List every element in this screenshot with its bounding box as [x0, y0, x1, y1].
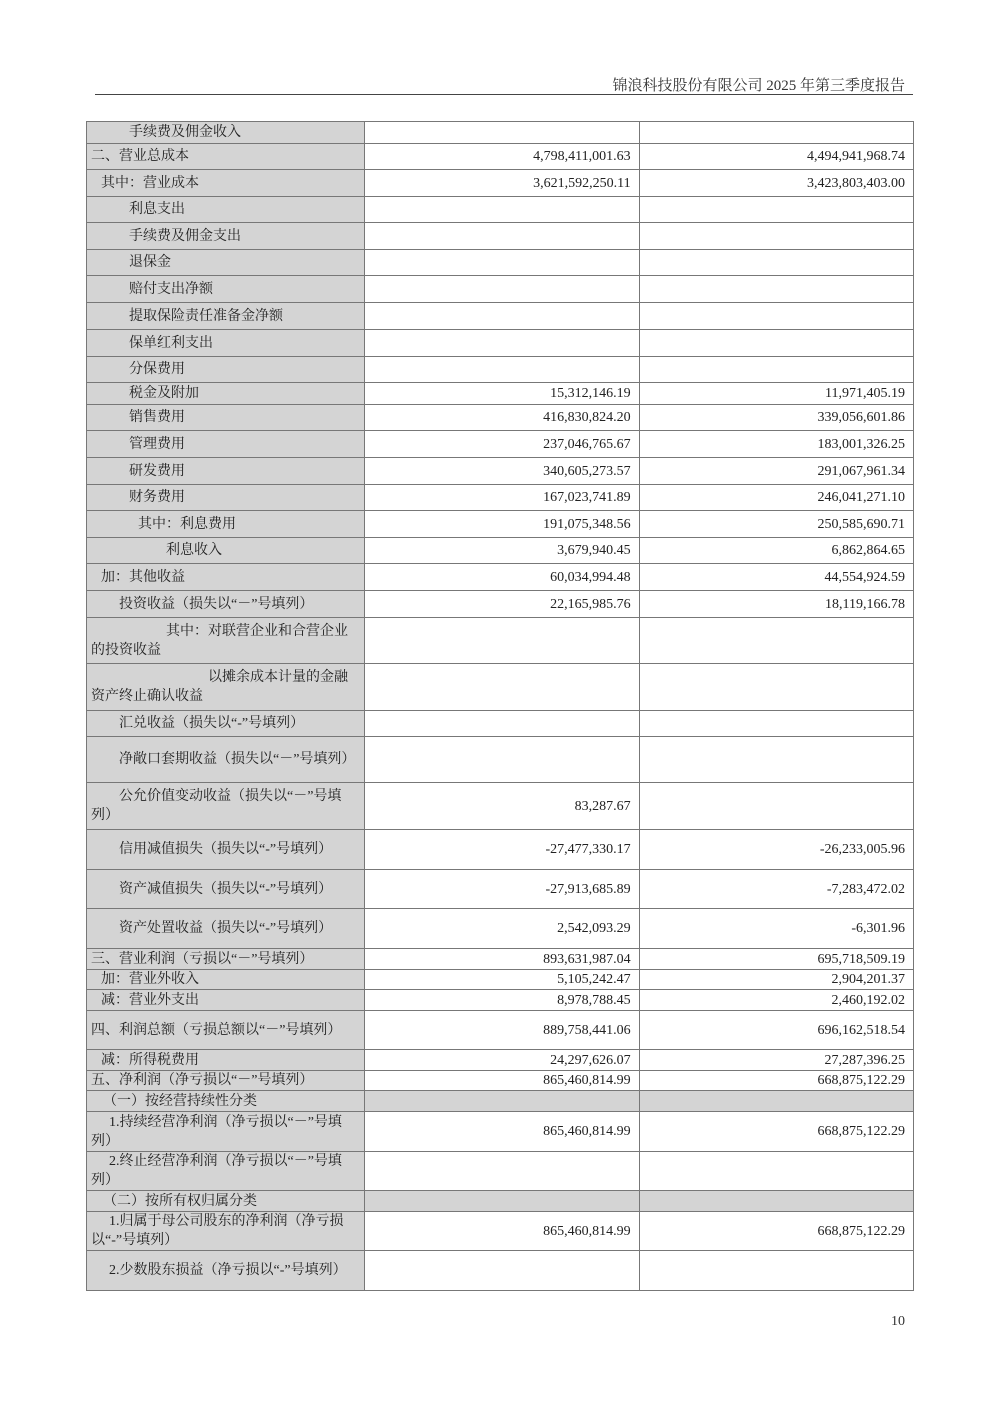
row-label: 资产减值损失（损失以“-”号填列） [87, 870, 365, 909]
prior-period-value [639, 1091, 913, 1112]
prior-period-value: 250,585,690.71 [639, 511, 913, 538]
row-label: 利息收入 [87, 538, 365, 564]
current-period-value: 3,621,592,250.11 [365, 170, 639, 197]
row-label: 其中：营业成本 [87, 170, 365, 197]
current-period-value: 167,023,741.89 [365, 485, 639, 511]
table-row [87, 223, 914, 250]
row-label: 加：其他收益 [87, 564, 365, 591]
prior-period-value: -6,301.96 [639, 909, 913, 949]
table-row [87, 949, 914, 970]
prior-period-value [639, 223, 913, 250]
prior-period-value: 183,001,326.25 [639, 431, 913, 458]
row-label: 净敞口套期收益（损失以“－”号填列） [87, 737, 365, 783]
current-period-value [365, 330, 639, 357]
current-period-value: 416,830,824.20 [365, 405, 639, 431]
prior-period-value [639, 1191, 913, 1212]
table-row [87, 197, 914, 223]
table-row [87, 591, 914, 618]
prior-period-value [639, 737, 913, 783]
table-row [87, 783, 914, 830]
table-row [87, 1152, 914, 1191]
row-label: 手续费及佣金支出 [87, 223, 365, 250]
table-row [87, 1112, 914, 1152]
current-period-value [365, 664, 639, 711]
row-label: 1.持续经营净利润（净亏损以“－”号填列） [87, 1112, 365, 1152]
table-row [87, 538, 914, 564]
table-row [87, 458, 914, 485]
table-row [87, 1091, 914, 1112]
current-period-value [365, 618, 639, 664]
current-period-value: -27,913,685.89 [365, 870, 639, 909]
row-label: 投资收益（损失以“－”号填列） [87, 591, 365, 618]
table-row [87, 1050, 914, 1071]
row-label: 保单红利支出 [87, 330, 365, 357]
prior-period-value: 2,460,192.02 [639, 990, 913, 1011]
row-label: 资产处置收益（损失以“-”号填列） [87, 909, 365, 949]
current-period-value: 237,046,765.67 [365, 431, 639, 458]
row-label: 财务费用 [87, 485, 365, 511]
table-row [87, 909, 914, 949]
table-row [87, 303, 914, 330]
current-period-value: 5,105,242.47 [365, 970, 639, 990]
current-period-value: 83,287.67 [365, 783, 639, 830]
row-label: 利息支出 [87, 197, 365, 223]
page-number: 10 [891, 1314, 905, 1329]
table-row [87, 1212, 914, 1251]
current-period-value: 8,978,788.45 [365, 990, 639, 1011]
row-label: 减：营业外支出 [87, 990, 365, 1011]
row-label: 手续费及佣金收入 [87, 122, 365, 144]
current-period-value: 3,679,940.45 [365, 538, 639, 564]
table-row [87, 250, 914, 276]
prior-period-value: 668,875,122.29 [639, 1112, 913, 1152]
table-row [87, 830, 914, 870]
table-row [87, 711, 914, 737]
prior-period-value: 2,904,201.37 [639, 970, 913, 990]
row-label: 加：营业外收入 [87, 970, 365, 990]
table-row [87, 122, 914, 144]
row-label: 四、利润总额（亏损总额以“－”号填列） [87, 1011, 365, 1050]
current-period-value: 24,297,626.07 [365, 1050, 639, 1071]
table-row [87, 405, 914, 431]
current-period-value [365, 1091, 639, 1112]
table-row [87, 330, 914, 357]
current-period-value: 22,165,985.76 [365, 591, 639, 618]
row-label: 2.终止经营净利润（净亏损以“－”号填列） [87, 1152, 365, 1191]
table-row [87, 431, 914, 458]
table-row [87, 485, 914, 511]
current-period-value: 4,798,411,001.63 [365, 144, 639, 170]
prior-period-value: 339,056,601.86 [639, 405, 913, 431]
prior-period-value: 291,067,961.34 [639, 458, 913, 485]
prior-period-value: -26,233,005.96 [639, 830, 913, 870]
row-label: 分保费用 [87, 357, 365, 383]
row-label: 二、营业总成本 [87, 144, 365, 170]
current-period-value [365, 357, 639, 383]
current-period-value [365, 122, 639, 144]
table-row [87, 564, 914, 591]
row-label: 退保金 [87, 250, 365, 276]
row-label: （二）按所有权归属分类 [87, 1191, 365, 1212]
prior-period-value [639, 664, 913, 711]
row-label: 2.少数股东损益（净亏损以“-”号填列） [87, 1251, 365, 1291]
table-row [87, 144, 914, 170]
prior-period-value [639, 197, 913, 223]
row-label: 1.归属于母公司股东的净利润（净亏损以“-”号填列） [87, 1212, 365, 1251]
current-period-value: -27,477,330.17 [365, 830, 639, 870]
current-period-value: 340,605,273.57 [365, 458, 639, 485]
prior-period-value: 27,287,396.25 [639, 1050, 913, 1071]
current-period-value: 865,460,814.99 [365, 1212, 639, 1251]
table-row [87, 970, 914, 990]
prior-period-value [639, 330, 913, 357]
current-period-value [365, 737, 639, 783]
prior-period-value [639, 303, 913, 330]
row-label: 研发费用 [87, 458, 365, 485]
row-label: （一）按经营持续性分类 [87, 1091, 365, 1112]
prior-period-value [639, 276, 913, 303]
current-period-value: 60,034,994.48 [365, 564, 639, 591]
row-label: 销售费用 [87, 405, 365, 431]
table-row [87, 170, 914, 197]
row-label: 减：所得税费用 [87, 1050, 365, 1071]
income-statement-table [86, 121, 914, 1291]
row-label: 其中：利息费用 [87, 511, 365, 538]
current-period-value: 893,631,987.04 [365, 949, 639, 970]
row-label: 三、营业利润（亏损以“－”号填列） [87, 949, 365, 970]
table-row [87, 737, 914, 783]
prior-period-value [639, 783, 913, 830]
prior-period-value: 668,875,122.29 [639, 1071, 913, 1091]
prior-period-value: 4,494,941,968.74 [639, 144, 913, 170]
table-row [87, 1071, 914, 1091]
prior-period-value: 668,875,122.29 [639, 1212, 913, 1251]
current-period-value [365, 711, 639, 737]
prior-period-value: 11,971,405.19 [639, 383, 913, 405]
row-label: 管理费用 [87, 431, 365, 458]
table-row [87, 276, 914, 303]
prior-period-value [639, 122, 913, 144]
prior-period-value [639, 357, 913, 383]
prior-period-value [639, 618, 913, 664]
header-divider [95, 94, 913, 95]
current-period-value [365, 223, 639, 250]
table-row [87, 870, 914, 909]
current-period-value: 889,758,441.06 [365, 1011, 639, 1050]
prior-period-value: -7,283,472.02 [639, 870, 913, 909]
table-row [87, 1011, 914, 1050]
prior-period-value: 696,162,518.54 [639, 1011, 913, 1050]
row-label: 信用减值损失（损失以“-”号填列） [87, 830, 365, 870]
current-period-value: 2,542,093.29 [365, 909, 639, 949]
current-period-value: 191,075,348.56 [365, 511, 639, 538]
current-period-value [365, 1152, 639, 1191]
current-period-value [365, 1251, 639, 1291]
current-period-value [365, 276, 639, 303]
report-header-title: 锦浪科技股份有限公司 2025 年第三季度报告 [612, 78, 905, 94]
table-row [87, 1251, 914, 1291]
table-row [87, 618, 914, 664]
current-period-value [365, 1191, 639, 1212]
row-label: 赔付支出净额 [87, 276, 365, 303]
prior-period-value: 695,718,509.19 [639, 949, 913, 970]
table-row [87, 990, 914, 1011]
prior-period-value: 6,862,864.65 [639, 538, 913, 564]
current-period-value: 865,460,814.99 [365, 1112, 639, 1152]
current-period-value: 15,312,146.19 [365, 383, 639, 405]
current-period-value [365, 197, 639, 223]
prior-period-value [639, 1251, 913, 1291]
table-row [87, 1191, 914, 1212]
current-period-value: 865,460,814.99 [365, 1071, 639, 1091]
prior-period-value [639, 1152, 913, 1191]
row-label: 税金及附加 [87, 383, 365, 405]
row-label: 公允价值变动收益（损失以“－”号填列） [87, 783, 365, 830]
row-label: 以摊余成本计量的金融资产终止确认收益 [87, 664, 365, 711]
row-label: 五、净利润（净亏损以“－”号填列） [87, 1071, 365, 1091]
prior-period-value [639, 250, 913, 276]
prior-period-value: 18,119,166.78 [639, 591, 913, 618]
current-period-value [365, 303, 639, 330]
row-label: 提取保险责任准备金净额 [87, 303, 365, 330]
row-label: 汇兑收益（损失以“-”号填列） [87, 711, 365, 737]
table-row [87, 511, 914, 538]
table-row [87, 664, 914, 711]
prior-period-value: 3,423,803,403.00 [639, 170, 913, 197]
current-period-value [365, 250, 639, 276]
table-row [87, 357, 914, 383]
row-label: 其中：对联营企业和合营企业的投资收益 [87, 618, 365, 664]
prior-period-value: 246,041,271.10 [639, 485, 913, 511]
prior-period-value [639, 711, 913, 737]
prior-period-value: 44,554,924.59 [639, 564, 913, 591]
table-row [87, 383, 914, 405]
